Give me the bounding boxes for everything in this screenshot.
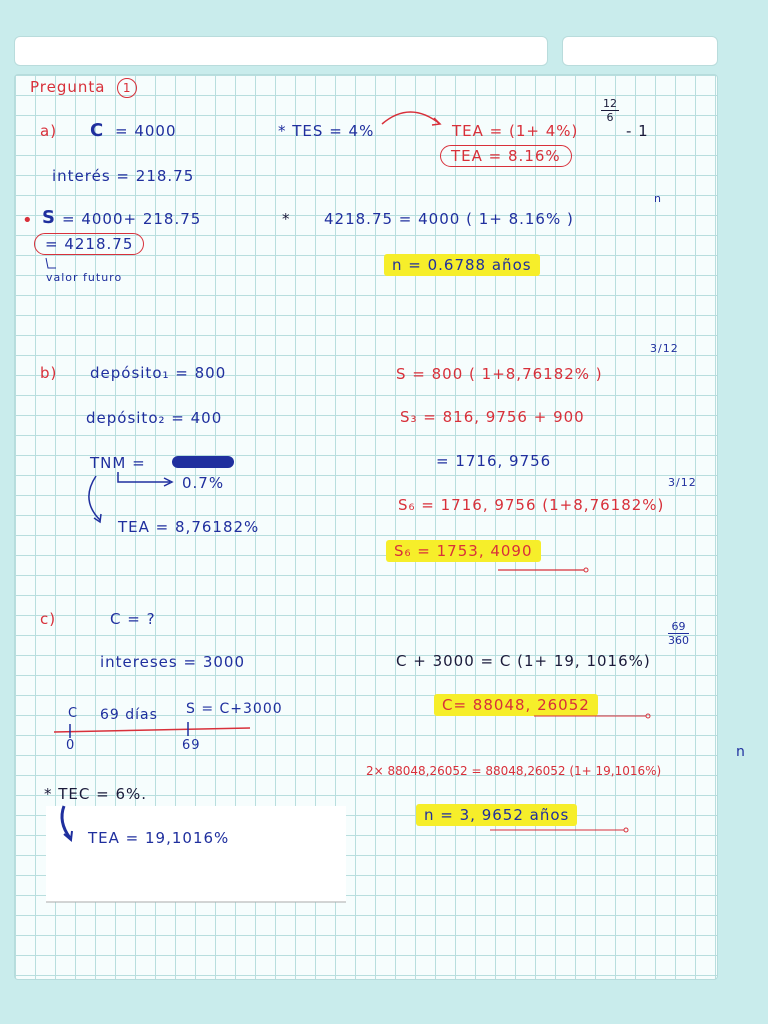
double-equation: 2× 88048,26052 = 88048,26052 (1+ 19,1016%)	[366, 764, 662, 778]
future-value-sum: = 4000+ 218.75	[62, 210, 202, 228]
capital-value: = 4000	[115, 122, 177, 140]
page-title: Pregunta 1	[30, 78, 137, 98]
blank-patch	[46, 806, 346, 902]
c-equation: C + 3000 = C (1+ 19, 1016%)	[396, 652, 651, 670]
s-equation-exponent: 3/12	[650, 342, 679, 355]
header-field-left	[14, 36, 548, 66]
n-result-a: n = 0.6788 años	[384, 254, 540, 276]
timeline-days: 69 días	[100, 707, 158, 723]
future-value-result: = 4218.75	[34, 233, 144, 255]
timeline-s: S = C+3000	[186, 701, 283, 717]
question-number: 1	[117, 78, 137, 98]
intereses-line: intereses = 3000	[100, 653, 245, 671]
n-result-c: n = 3, 9652 años	[416, 804, 577, 826]
bullet-dot: •	[22, 210, 34, 231]
tea-exponent: $\frac{12}{6}$	[603, 97, 617, 124]
header-field-right	[562, 36, 718, 66]
tea-c: TEA = 19,1016%	[88, 829, 230, 847]
timeline-69: 69	[182, 738, 201, 753]
tea-b: TEA = 8,76182%	[118, 518, 260, 536]
tnm-label: TNM =	[90, 454, 146, 472]
tea-result: TEA = 8.16%	[440, 145, 572, 167]
capital-unknown: C = ?	[110, 610, 156, 628]
tea-formula: TEA = (1+ 4%)	[452, 122, 579, 140]
future-symbol: S	[42, 207, 56, 228]
s6-exponent: 3/12	[668, 476, 697, 489]
s6-result: S₆ = 1753, 4090	[386, 540, 541, 562]
tes-line: * TES = 4%	[278, 122, 375, 140]
s6-line: S₆ = 1716, 9756 (1+8,76182%)	[398, 496, 665, 514]
c-result: C= 88048, 26052	[434, 694, 598, 716]
timeline-zero: 0	[66, 738, 76, 753]
deposit-2: depósito₂ = 400	[86, 409, 223, 427]
s-equation: S = 800 ( 1+8,76182% )	[396, 365, 603, 383]
compound-equation: 4218.75 = 4000 ( 1+ 8.16% )	[324, 210, 574, 228]
interest-line: interés = 218.75	[52, 167, 195, 185]
scribble-mark	[172, 456, 234, 468]
capital-symbol: C	[90, 120, 105, 141]
s3-line: S₃ = 816, 9756 + 900	[400, 408, 585, 426]
equation-star: *	[282, 210, 291, 228]
timeline-c: C	[68, 706, 79, 721]
compound-exponent: n	[654, 192, 662, 205]
part-a-label: a)	[40, 122, 58, 140]
part-b-label: b)	[40, 364, 58, 382]
deposit-1: depósito₁ = 800	[90, 364, 227, 382]
double-equation-exponent: n	[736, 744, 746, 760]
tea-minus-one: - 1	[626, 122, 649, 140]
future-value-note: valor futuro	[46, 271, 123, 284]
c-equation-exponent: $\frac{69}{360}$	[668, 620, 689, 647]
s3-sum: = 1716, 9756	[436, 452, 552, 470]
tec-line: * TEC = 6%.	[44, 785, 148, 803]
part-c-label: c)	[40, 610, 57, 628]
tnm-value: 0.7%	[182, 474, 225, 492]
